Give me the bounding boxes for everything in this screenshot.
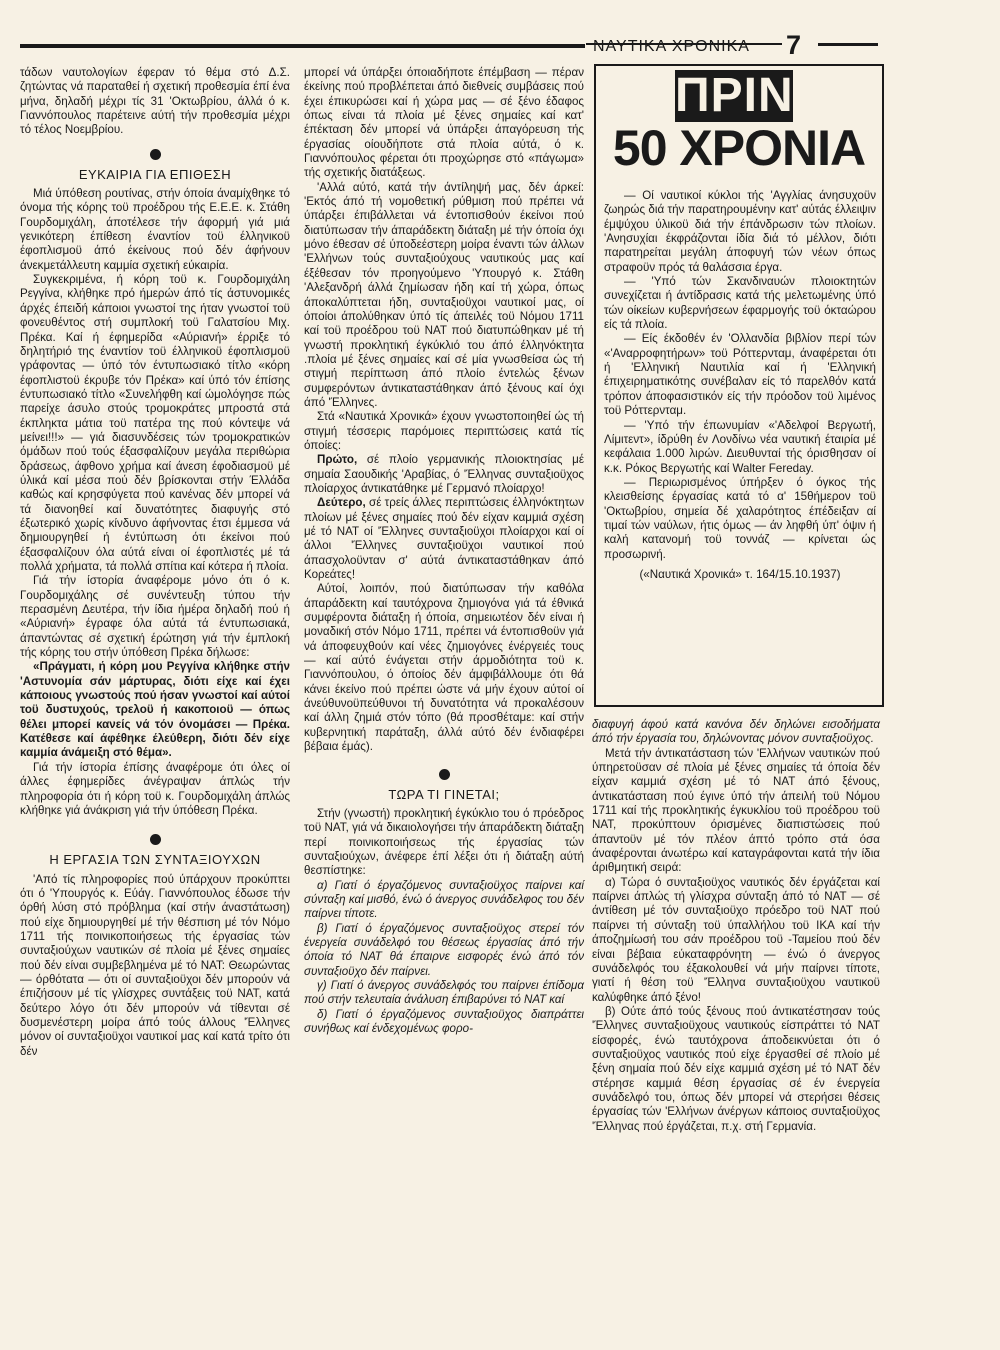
col2-paragraph-5 [304, 496, 584, 582]
heading-eykairia: ΕΥΚΑΙΡΙΑ ΓΙΑ ΕΠΙΘΕΣΗ [78, 166, 232, 182]
heading-ergasia: Η ΕΡΓΑΣΙΑ ΤΩΝ ΣΥΝΤΑΞΙΟΥΧΩΝ [49, 852, 261, 868]
col2-paragraph-3: Στά «Ναυτικά Χρονικά» έχουν γνωστοποιηθεί ώς τή στιγμή τέσσερις παρόμοιες περιπτώσεις κατά τίς όποίες: [304, 410, 584, 452]
col1-paragraph-5: 'Από τίς πληροφορίες πού ύπάρχουν προκύπτει ότι ό 'Υπουργός κ. Εύάγ. Γιαννόπουλος έδωσε τήν όρθή λύση στό πρόβλημα (καί στήν άναστάτωση) πού είχε δημιουργηθεί μέ τήν θέσπιση μέ τόν Νόμο 1711 τής ποινικοποιήσεως τής έργασίας τών συνταξιούχων ναυτικών σέ πλοία μέ ξένες σημαίες πού δέν είναι συμβεβλημένα μέ τό ΝΑΤ: Θεωρώντας — όρθότατα — ότι οί συνταξιοϋχοι δέν μπορούν νά έπιζήσουν μέ τίς γλίσχρες συντάξεις τοϋ ΝΑΤ, κατά δεύτερο λόγο ότι δέν μπορούν νά τίθενται σέ δυσμενέστερη μοίρα άπό τούς άλλους 'Έλληνες μόνον οί συνταξιοϋχοι ναυτικοί μας καί κατά τρίτο ότι δέν [20, 872, 290, 1058]
page-number: 7 [786, 30, 802, 60]
col3-item-b: β) Ούτε άπό τούς ξένους πού άντικατέστησαν τούς 'Έλληνες συνταξιοϋχους ναυτικούς είσπράττει τό ΝΑΤ είσφορές, ένώ ταυτόχρονα άποδεικνύεται ότι ό συνταξιοϋχος ναυτικός πού είχε έργασθεί σέ πλοίο μέ ξένη σημαία πού δέν είχε καμμιά σχέση μέ τό ΝΑΤ δέν στέρησε καμμιά θέση έργασίας σέ έν ένεργεία συνάδελφό του, όπως δέν μπορεί νά στερήσει θέσεις έργασίας τών 'Ελλήνων άνέργων κάποιος συνταξιοϋχος 'Έλληνας πού έργάζεται, π.χ. στή Γερμανία. [592, 1004, 880, 1133]
col2-paragraph-7: Στήν (γνωστή) προκλητική έγκύκλιο του ό πρόεδρος τοϋ ΝΑΤ, γιά νά δικαιολογήσει τήν άπαράδεκτη διάταξη περί ποινικοποιήσεως τής έργασίας τών συνταξιούχων, άνέφερε έπί λέξει ότι ή διάταξη αύτή θεσπίστηκε: [304, 806, 584, 878]
col2-paragraph-4 [304, 453, 584, 496]
header-rule-left [20, 44, 585, 48]
section-bullet [150, 149, 161, 160]
magazine-title: ΝΑΥΤΙΚΑ ΧΡΟΝΙΚΑ [593, 38, 750, 55]
column-3 [592, 718, 880, 1134]
col3-item-a: α) Τώρα ό συνταξιοϋχος ναυτικός δέν έργάζεται καί παίρνει άπλώς τή γλίσχρα σύνταξη άπό τό ΝΑΤ — σέ άντίθεση μέ τόν συνταξιοϋχο πρόεδρο τοϋ ΝΑΤ πού παίρνει τή σύνταξη τοϋ ύπαλλήλου τοϋ ΙΚΑ καί τήν άποζημίωσή του σάν προέδρου τοϋ -Ταμείου πού δέν είναι βέβαια εύκαταφρόνητη — ένώ ό άνεργος συνάδελφός του έξακολουθεί νά μήν παίρνει τίποτε, γιατί ή θέση τοϋ 'Έλληνα συνταξιοϋχου ναυτικοϋ καλύφθηκε άπό ξένο! [592, 875, 880, 1004]
col1-quote: «Πράγματι, ή κόρη μου Ρεγγίνα κλήθηκε στήν 'Αστυνομία σάν μάρτυρας, διότι είχε καί έχει κάποιους γνωστούς πού ήσαν γνωστοί καί αύτοί τοϋ δυστυχούς, τρελοϋ ή κακοποιοϋ — όπως θέλει μπορεί κανείς νά τόν όνομάσει — Πρέκα. Κατέθεσε καί άφέθηκε έλεύθερη, διότι δέν είχε καμμία άνάμειξη στό θέμα». [20, 660, 290, 760]
second-text: σέ τρείς άλλες περιπτώσεις έλληνόκτητων πλοίων μέ ξένες σημαίες πού δέν είχαν καμμιά σχέση μέ τό ΝΑΤ οί 'Έλληνες συνταξιοϋχοι πλοίαρχοι καί οί άλλοι 'Έλληνες συνταξιοϋχοι ναυτικοί πού άπασχολοϋνταν σ' αύτά άντικαταστάθηκαν άπό Κορεάτες! [304, 496, 584, 582]
col2-item-d: δ) Γιατί ό έργαζόμενος συνταξιοϋχος διαπράττει συνήθως καί ένδεχομένως φορο- [304, 1007, 584, 1035]
col2-item-a: α) Γιατί ό έργαζόμενος συνταξιοϋχος παίρνει καί σύνταξη καί μισθό, ένώ ό άνεργος συνάδελφος του δέν παίρνει τίποτε. [304, 878, 584, 921]
col1-intro: τάδων ναυτολογίων έφεραν τό θέμα στό Δ.Σ. ζητώντας νά παραταθεί ή σχετική προθεσμία έπί ένα μήνα, δηλαδή μέχρι τίς 31 'Οκτωβρίου, άλλά ό κ. Γιαννόπουλος παρέτεινε αύτή τήν προθεσμία μέχρι τό τέλος Νοεμβρίου. [20, 66, 290, 137]
prin-50-xronia-box [594, 64, 884, 707]
box-note-1: — Οί ναυτικοί κύκλοι τής 'Αγγλίας άνησυχοϋν ζωηρώς διά τήν παρατηρουμένην κατ' αύτάς έλλειψιν έμψύχου ύλικοϋ διά τήν έπάνδρωσιν τών πλοίων. 'Ανησυχίαι έκφράζονται ίδία διά τό μέλλον, διότι παρατηρείται μεγάλη άποφυγή τών νέων όπως στραφοϋν πρός τά θαλάσσια έργα. [604, 189, 876, 274]
col3-paragraph-2: Μετά τήν άντικατάσταση τών 'Ελλήνων ναυτικών πού ύπηρετοϋσαν σέ πλοία μέ ξένες σημαίες τά όποία δέν είχαν καμμιά σχέση μέ τό ΝΑΤ άπό ξένους, άντικατάσταση πού έγινε ύπό τήν άπειλή τοϋ Νόμου 1711 καί τής προκλητικής έγκυκλίου τοϋ προέδρου τοϋ ΝΑΤ, προκύπτουν όρισμένες διαπιστώσεις πού άπαντοϋν μέ τόν πλέον άπτό τρόπο στά όσα άναφέρονται άνωτέρω καί καταγράφονται κατά τήν ίδια άριθμητική σειρά: [592, 746, 880, 875]
first-text: σέ πλοίο γερμανικής πλοιοκτησίας μέ σημαία Σαουδικής 'Αραβίας, ό 'Έλληνας συνταξιοϋχος πλοίαρχος άντικατάθηκε μέ Γερμανό πλοίαρχο! [304, 453, 584, 495]
box-note-5: — Περιωρισμένος ύπήρξεν ό όγκος τής κλεισθείσης έργασίας κατά τό α' 15θήμερον τοϋ 'Οκτωβρίου, σημεία δέ χαλαρότητος έπέδειξαν αί τιμαί τών ναύλων, ήτις όμως — άν ληφθή ύπ' όψιν ή καλή κατανομή τοϋ τοννάζ — κρίνεται ώς προσωρινή. [604, 475, 876, 561]
col3-paragraph-1: διαφυγή άφού κατά κανόνα δέν δηλώνει εισοδήματα άπό τήν έργασία του, δηλώνοντας μόνον συνταξιοϋχος. [592, 718, 880, 746]
col1-paragraph-2: Συγκεκριμένα, ή κόρη τοϋ κ. Γουρδομιχάλη Ρεγγίνα, κλήθηκε πρό ήμερών άπό τίς άστυνομικές άρχές έπειδή κάποιοι γνωστοί της ήταν γνωστοί τοϋ φονευθέντος στή συμπλοκή τοϋ Γαλατσίου Μιχ. Πρέκα. Καί ή έφημερίδα «Αύριανή» έρριξε τό δηλητήριό της έναντίον τοϋ έλληνικοϋ έφοπλισμοϋ γράφοντας — ύπό τόν έντυπωσιακό τίτλο «κόρη έφοπλιστοϋ έκρυβε τόν Πρέκα» καί ύπό τόν έπίσης έντυπωσιακό τίτλο «Συνελήφθη καί ώμολόγησε πώς παρείχε άσυλο στούς τρομοκράτες μπροστά στά έκπληκτα μάτια τοϋ πατέρα της πού κόντεψε νά μείνει!!!» — γιά διασυνδέσεις τών τρομοκρατικών όμάδων πού τούς έξασφαλίζουν μεγάλα περιθώρια δράσεως, άφθονο χρήμα καί άνεση έφοδιασμοϋ μέ ύλικά καί μέσα πού δέν βρίσκονται στήν Έλλάδα καθώς καί κρησφύγετα πού κανένας δέν μπορεί νά τά διανοηθεί καί δυνατότητες διαφυγής στό έξωτερικό χωρίς κίνδυνο άφήνοντας έτσι έμμεσα νά δημιουργηθεί ή έντύπωση ότι έκείνοι πού έξασφαλίζουν όλα αύτά είναι οί έφοπλιστές μέ τά πολλά χρήματα, τά πολλά σπίτια καί κότερα ή πλοία. [20, 273, 290, 573]
box-title-prin: ΠΡΙΝ [675, 69, 794, 122]
box-note-4: — 'Υπό τήν έπωνυμίαν «'Αδελφοί Βεργωτή, Λίμιτεντ», ίδρύθη έν Λονδίνω νέα ναυτική έταιρία μέ κεφάλαια 1.000 λιρών. Διευθυνταί τής όρισθησαν οί κ.κ. Ρόκος Βεργωτής καί Walter Fereday. [604, 418, 876, 475]
box-note-3: — Είς έκδοθέν έν 'Ολλανδία βιβλίον περί τών «'Αναρροφητήρων» τοϋ Ρόττερνταμ, άναφέρεται ότι ή 'Ελληνική Ναυτιλία καί ή 'Ελληνική έπιχειρηματικότης συνέβαλαν είς τό παρελθόν κατά τρόπον άποφασιστικόν είς τήν πρόοδον τοϋ λιμένος τοϋ Ρόττερνταμ. [604, 332, 876, 418]
col2-item-c: γ) Γιατί ό άνεργος συνάδελφός του παίρνει έπίδομα πού στήν τελευταία άνάλυση έπιβαρύνει τό ΝΑΤ καί [304, 978, 584, 1007]
box-body [604, 189, 876, 582]
col1-paragraph-4: Γιά τήν ίστορία έπίσης άναφέρομε ότι όλες οί άλλες έφημερίδες άνέγραψαν άπλώς τήν πληροφορία ότι ή κόρη τοϋ κ. Γουρδομιχάλη άπλώς κλήθηκε γιά άνάκριση γιά τήν ύπόθεση Πρέκα. [20, 760, 290, 817]
col2-item-b: β) Γιατί ό έργαζόμενος συνταξιοϋχος στερεί τόν ένεργεία συνάδελφό του θέσεως έργασίας άπό τήν όποία τό ΝΑΤ θά έπαιρνε εισφορές ένώ άπό τόν συνταξιοϋχο δέν παίρνει. [304, 921, 584, 978]
col1-paragraph-1: Μιά ύπόθεση ρουτίνας, στήν όποία άναμίχθηκε τό όνομα τής κόρης τοϋ προέδρου τής Ε.Ε.Ε. κ. Στάθη Γουρδομιχάλη, άποτέλεσε τήν άφορμή γιά μιά γενικότερη έπίθεση έναντίον τοϋ έλληνικοϋ έφοπλισμοϋ άπό έκείνους πού δέν άφήνουν άνεκμετάλλευτη καμμία σχετική εύκαιρία. [20, 187, 290, 272]
col2-paragraph-1: μπορεί νά ύπάρξει όποιαδήποτε έπέμβαση — πέραν έκείνης πού προβλέπεται άπό διεθνείς συμβάσεις πού έχει έπικυρώσει καί ή χώρα μας — σέ ξένο έδαφος όπως είναι τά πλοία μέ ξένες σημαίες καί κατ' έπέκταση δέν μπορεί νά ύπάρξει άπαγόρευση τής έργασίας οίουδήποτε στά πλοία αύτά, ό κ. Γιαννόπουλος φέρεται ότι προχώρησε στό «πάγωμα» τής σχετικής διατάξεως. [304, 66, 584, 180]
box-source: («Ναυτικά Χρονικά» τ. 164/15.10.1937) [639, 567, 841, 581]
box-title-50-xronia: 50 ΧΡΟΝΙΑ [612, 120, 866, 176]
first-label: Πρώτο, [317, 453, 358, 467]
col1-paragraph-3: Γιά τήν ίστορία άναφέρομε μόνο ότι ό κ. Γουρδομιχάλης σέ συνέντευξη τύπου τήν περασμένη Δευτέρα, τήν ίδια ήμέρα δηλαδή πού ή «Αύριανή» έγραφε όλα αύτά τά έντυπωσιακά, άπαντώντας σέ σχετική έρώτηση γιά τήν έμπλοκή τής κόρης του στήν ύπόθεση Πρέκα δήλωσε: [20, 574, 290, 660]
col2-paragraph-6: Αύτοί, λοιπόν, πού διατύπωσαν τήν καθόλα άπαράδεκτη καί ταυτόχρονα ζημιογόνα γιά τά έθνικά συμφέροντα διάταξη ή όποία, σημειωτέον δέν είναι ή μοναδική στόν Νόμο 1711, πρέπει νά έντοπισθοϋν γιά νά άποφευχθούν καί νέες ζημιογόνες ένέργειές τους — καί αύτό ένάγεται στήν άρμοδιότητα τοϋ κ. Γιαννόπουλου, ό όποίος δέν άμφιβάλλουμε ότι θά κάνει έκείνο πού πρέπει ώστε νά μήν έχουν αύτοί οί άνεύθυνοϋπεύθυνοι τή δυνατότητα νά προκαλέσουν καί άλλη ζημιά στόν τόπο (θά προσθέταμε: καί στήν κυβερνητική παράταξη, άλλά αύτό δέν ένδιαφέρει βέβαια έμάς). [304, 582, 584, 754]
section-bullet [439, 769, 450, 780]
header-rule-right [818, 43, 878, 46]
heading-tora: ΤΩΡΑ ΤΙ ΓΙΝΕΤΑΙ; [388, 786, 500, 802]
col2-paragraph-2: 'Αλλά αύτό, κατά τήν άντίληψή μας, δέν άρκεί: 'Εκτός άπό τή νομοθετική ρύθμιση πού πρέπει νά ύπάρξει έπιβάλλεται νά έντοπισθούν έκείνοι πού διατύπωσαν τήν άπαράδεκτη διάταξη μέ τήν όποία όχι μόνο έθεσαν σέ ύποδεέστερη μοίρα έναντι τών άλλων 'Ελλήνων τούς συνταξιούχους ναυτικούς μας καί έξέθεσαν τόν προηγούμενο 'Υπουργό κ. Στάθη 'Αλεξανδρή άλλά ζημίωσαν ήδη καί τή χώρα, όπως άποκαλύπτεται ήδη, συνταξιοϋχοι ναυτικοί μας, οί όποίοι άπολύθηκαν ύπό τίς άπειλές τοϋ Νόμου 1711 καί τοϋ προέδρου τοϋ ΝΑΤ πού διατυπώθηκαν μέ τή γνωστή προκλητική έγκύκλιό του άπό έλληνόκτητα .πλοία μέ ξένες σημαίες καί σέ μία γνωσθείσα ώς τή στιγμή περίπτωση άπό πλοίο έντελώς ξένων συμφερόντων άντικαταστάθηκαν άπό ξένους καί όχι άπό 'Έλληνες. [304, 180, 584, 409]
column-2 [304, 66, 584, 1036]
section-bullet [150, 834, 161, 845]
column-1 [20, 66, 290, 1059]
box-note-2: — 'Υπό τών Σκανδιναυών πλοιοκτητών συνεχίζεται ή άντίδρασις κατά τής μελετωμένης ύπό τών οίκείων κυβερνήσεων έφαρμογής τοϋ όκταώρου είς τά πλοία. [604, 275, 876, 332]
second-label: Δεύτερο, [317, 496, 366, 510]
